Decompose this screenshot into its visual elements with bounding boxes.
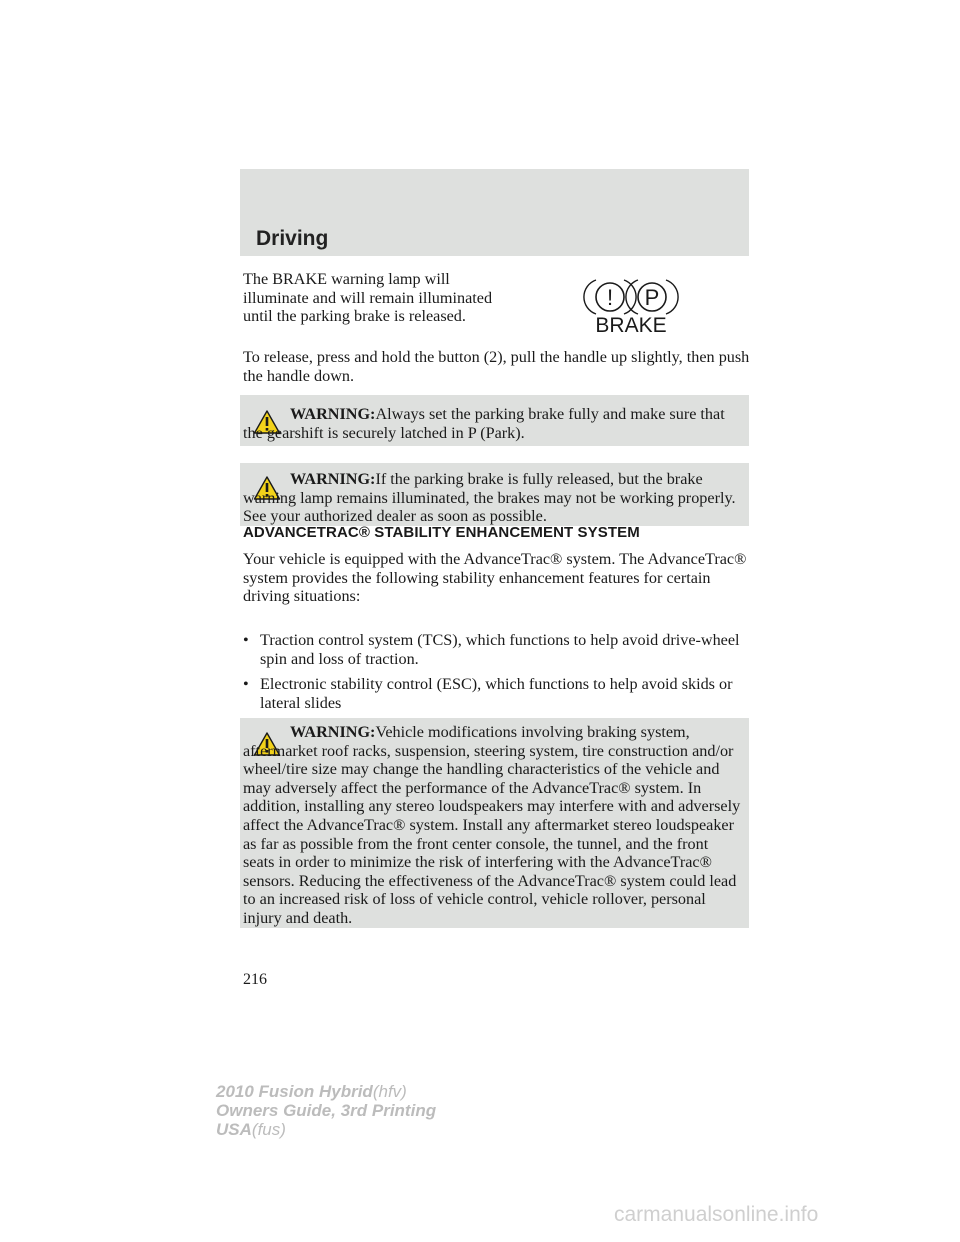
footer-market-code: (fus) (251, 1120, 286, 1139)
release-instructions: To release, press and hold the button (2), pull the handle up slightly, then push the handle down. (243, 348, 750, 385)
warning-label: WARNING: (290, 470, 376, 488)
warning-text: If the parking brake is fully released, but the brake warning lamp remains illuminated, the brakes may not be working properly. See your authorized dealer as soon as possible. (243, 470, 736, 526)
list-item: • Traction control system (TCS), which functions to help avoid drive-wheel spin and loss of traction. (243, 631, 740, 668)
document-footer (216, 1082, 436, 1139)
brake-lamp-p: P (644, 285, 660, 310)
warning-box (240, 395, 749, 446)
section-header-bar (240, 169, 749, 256)
watermark: carmanualsonline.info (614, 1203, 819, 1226)
footer-model: 2010 Fusion Hybrid (216, 1082, 373, 1101)
warning-box (240, 718, 749, 928)
warning-label: WARNING: (290, 723, 376, 741)
footer-model-code: (hfv) (372, 1082, 407, 1101)
advancetrac-intro: Your vehicle is equipped with the AdvanceTrac® system. The AdvanceTrac® system provides the following stability enhancement features for certain driving situations: (243, 550, 747, 606)
page-title: Driving (256, 227, 329, 250)
brake-lamp-paragraph: The BRAKE warning lamp will illuminate and will remain illuminated until the parking brake is released. (243, 270, 493, 326)
brake-lamp-exclaim: ! (606, 285, 614, 310)
section-heading: ADVANCETRAC® STABILITY ENHANCEMENT SYSTEM (243, 524, 640, 541)
brake-warning-lamp-icon (582, 272, 682, 334)
footer-guide: Owners Guide, 3rd Printing (216, 1101, 437, 1120)
footer-market: USA (216, 1120, 252, 1139)
list-item: • Electronic stability control (ESC), which functions to help avoid skids or lateral slides (243, 675, 733, 712)
warning-label: WARNING: (290, 405, 376, 423)
warning-text: Vehicle modifications involving braking system, aftermarket roof racks, suspension, steering system, tire construction and/or wheel/tire size may change the handling characteristics of the vehicle and may adversely affect the performance of the AdvanceTrac® system. In addition, installing any stereo loudspeakers may interfere with and adversely affect the AdvanceTrac® system. Install any aftermarket stereo loudspeaker as far as possible from the front center console, the tunnel, and the front seats in order to minimize the risk of interfering with the AdvanceTrac® sensors. Reducing the effectiveness of the AdvanceTrac® system could lead to an increased risk of loss of vehicle control, vehicle rollover, personal injury and death. (243, 723, 741, 927)
warning-text: Always set the parking brake fully and make sure that the gearshift is securely latched in P (Park). (243, 405, 725, 442)
warning-box (240, 463, 749, 526)
page-number: 216 (243, 971, 267, 988)
brake-lamp-label: BRAKE (595, 314, 667, 334)
